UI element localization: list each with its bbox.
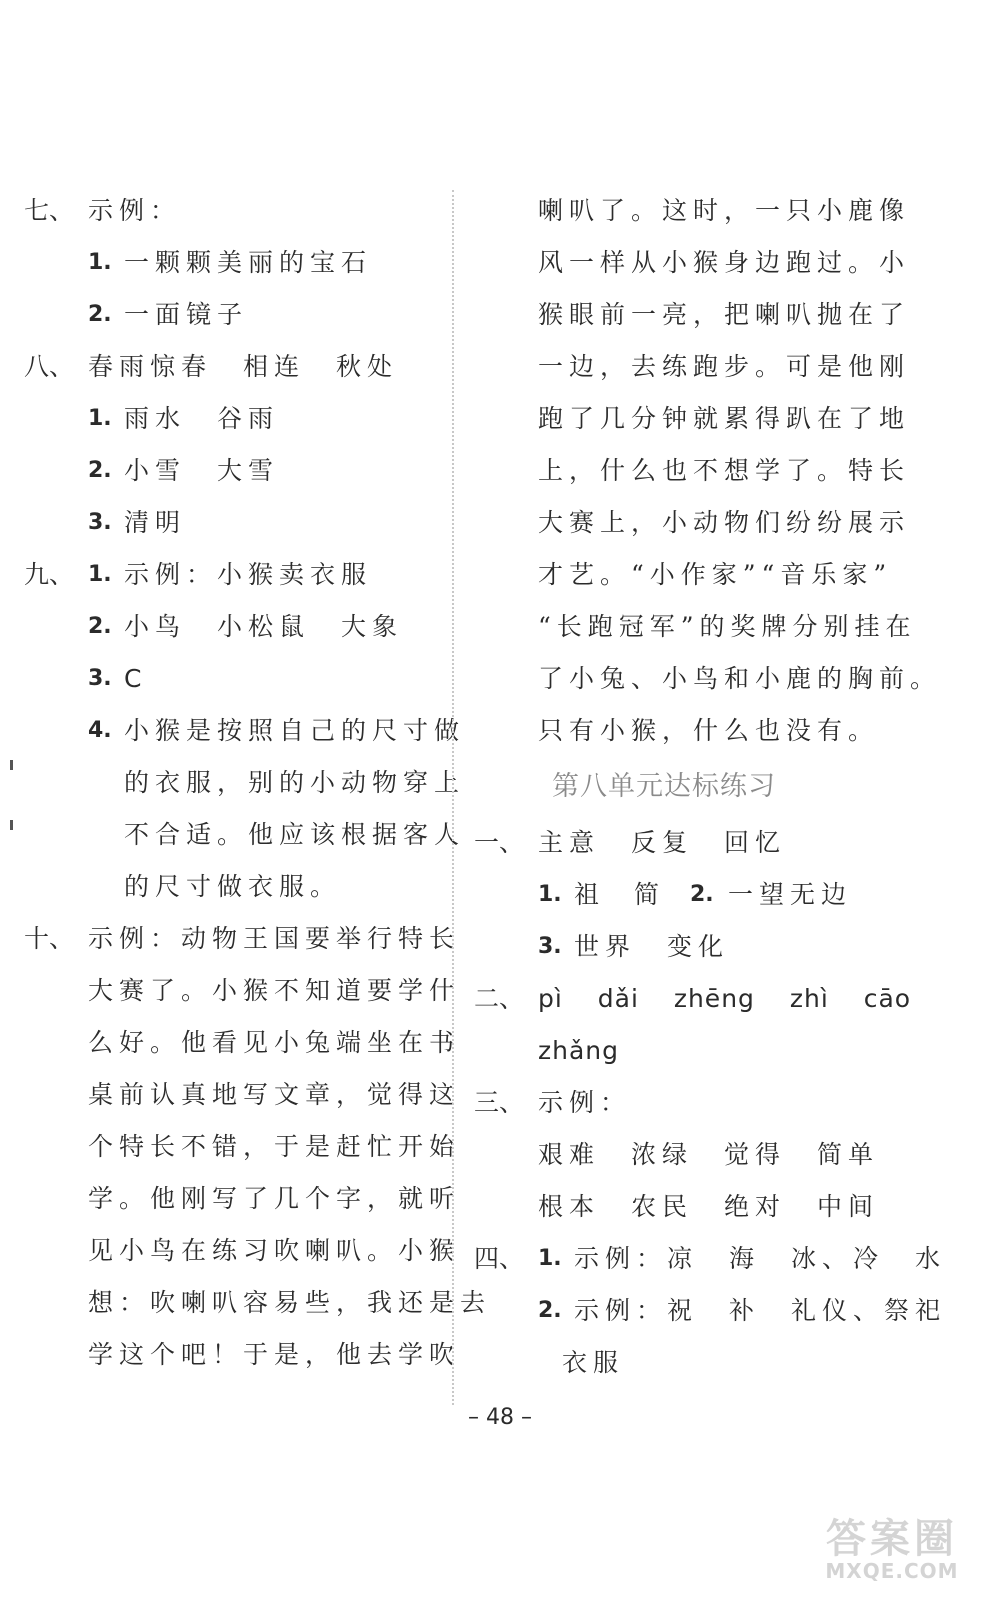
- essay-line-text: 跑了几分钟就累得趴在了地: [538, 404, 911, 433]
- unit-title-text: 第八单元达标练习: [552, 771, 776, 802]
- answer-line: [474, 1337, 894, 1389]
- item-text: 一颗颗美丽的宝石: [124, 248, 373, 277]
- left-column: [24, 185, 492, 1381]
- essay-line: [474, 497, 911, 549]
- answer-line: [24, 653, 444, 705]
- scan-speck: [10, 820, 13, 830]
- item-text: 衣服: [562, 1348, 625, 1377]
- answer-line: [24, 289, 444, 341]
- item-text: 的衣服，别的小动物穿上: [124, 768, 466, 797]
- pinyin-line: pì dǎi zhēng zhì cāo: [538, 984, 912, 1013]
- item-number: 2.: [88, 302, 112, 327]
- item-number: 2.: [690, 882, 714, 907]
- essay-line: [474, 549, 894, 601]
- essay-line: [474, 393, 911, 445]
- item-text: 示例：小猴卖衣服: [124, 560, 373, 589]
- answer-line: [24, 497, 444, 549]
- item-text: 示例：祝 补 礼仪、祭祀: [574, 1296, 947, 1325]
- section-label: 二、: [474, 984, 525, 1013]
- essay-line: 大赛了。小猴不知道要学什: [88, 976, 461, 1005]
- answer-line: [24, 705, 466, 757]
- item-number: 4.: [88, 718, 112, 743]
- item-text: 一望无边: [728, 880, 853, 909]
- section-8-header: [24, 341, 444, 393]
- watermark-top: 答案圈: [826, 1516, 958, 1562]
- essay-line: 桌前认真地写文章，觉得这: [88, 1080, 461, 1109]
- section-10-header: [24, 913, 461, 965]
- unit-section-3-header: [474, 1077, 894, 1129]
- scan-speck: [10, 760, 13, 770]
- section-9-header: [24, 549, 444, 601]
- item-text: 艰难 浓绿 觉得 简单: [538, 1140, 880, 1169]
- essay-line-text: 风一样从小猴身边跑过。小: [538, 248, 911, 277]
- watermark-bottom: MXQE.COM: [825, 1559, 959, 1583]
- item-number: 2.: [538, 1298, 562, 1323]
- answer-line: [24, 1329, 461, 1381]
- answer-line: [24, 1225, 461, 1277]
- answer-line: [24, 1121, 461, 1173]
- section-label: 九、: [24, 560, 75, 589]
- section-7-header: [24, 185, 444, 237]
- answer-line: [474, 1129, 894, 1181]
- answer-line: [474, 921, 894, 973]
- answer-line: [24, 445, 444, 497]
- item-number: 1.: [88, 562, 112, 587]
- watermark-logo: [802, 1518, 982, 1588]
- essay-line-text: “长跑冠军”的奖牌分别挂在: [538, 612, 917, 641]
- item-text: 简: [634, 880, 666, 909]
- item-text: 的尺寸做衣服。: [124, 872, 342, 901]
- answer-line: [24, 757, 466, 809]
- item-text: 不合适。他应该根据客人: [124, 820, 466, 849]
- essay-line: [474, 705, 894, 757]
- essay-line-text: 上，什么也不想学了。特长: [538, 456, 911, 485]
- item-number: 1.: [88, 406, 112, 431]
- answer-line: [24, 1173, 461, 1225]
- item-number: 3.: [88, 666, 112, 691]
- answer-line: [24, 809, 466, 861]
- answer-line: [474, 1285, 947, 1337]
- section-intro: 春雨惊春 相连 秋处: [88, 352, 399, 381]
- unit-section-2-header: [474, 973, 912, 1025]
- essay-line: [474, 341, 911, 393]
- answer-line: [24, 1277, 492, 1329]
- essay-line-text: 猴眼前一亮，把喇叭抛在了: [538, 300, 911, 329]
- essay-line: 学。他刚写了几个字，就听: [88, 1184, 461, 1213]
- column-divider: [452, 190, 454, 1405]
- essay-line-text: 一边，去练跑步。可是他刚: [538, 352, 911, 381]
- item-number: 2.: [88, 458, 112, 483]
- answer-line: [24, 1069, 461, 1121]
- item-number: 3.: [88, 510, 112, 535]
- essay-line: 示例：动物王国要举行特长: [88, 924, 461, 953]
- answer-line: [24, 861, 444, 913]
- item-text: 小鸟 小松鼠 大象: [124, 612, 404, 641]
- answer-line: [24, 1017, 461, 1069]
- section-label: 四、: [474, 1244, 525, 1273]
- answer-line: [474, 1025, 894, 1077]
- answer-line: [24, 237, 444, 289]
- item-number: 1.: [538, 882, 562, 907]
- essay-line: [474, 185, 911, 237]
- item-text: 小猴是按照自己的尺寸做: [124, 716, 466, 745]
- item-text: 清明: [124, 508, 187, 537]
- answer-line: [24, 601, 444, 653]
- item-text: 示例：凉 海 冰、冷 水: [574, 1244, 947, 1273]
- section-intro: 示例：: [538, 1088, 632, 1117]
- essay-line: [474, 445, 911, 497]
- section-label: 八、: [24, 352, 75, 381]
- essay-line: 学这个吧！于是，他去学吹: [88, 1340, 461, 1369]
- essay-line-text: 了小兔、小鸟和小鹿的胸前。: [538, 664, 942, 693]
- section-label: 七、: [24, 196, 75, 225]
- answer-line: [474, 869, 894, 921]
- item-text: 祖: [574, 880, 606, 909]
- essay-line: 见小鸟在练习吹喇叭。小猴: [88, 1236, 461, 1265]
- right-column: [474, 185, 947, 1389]
- essay-line: 么好。他看见小兔端坐在书: [88, 1028, 461, 1057]
- essay-line: [474, 653, 942, 705]
- essay-line: 想：吹喇叭容易些，我还是去: [88, 1288, 492, 1317]
- essay-line-text: 大赛上，小动物们纷纷展示: [538, 508, 911, 537]
- answer-line: [474, 1181, 894, 1233]
- item-text: 雨水 谷雨: [124, 404, 280, 433]
- answer-line: [24, 393, 444, 445]
- pinyin-line: zhǎng: [538, 1036, 620, 1065]
- section-intro: 主意 反复 回忆: [538, 828, 787, 857]
- section-label: 十、: [24, 924, 75, 953]
- item-number: 3.: [538, 934, 562, 959]
- item-text: 世界 变化: [574, 932, 730, 961]
- section-label: 一、: [474, 828, 525, 857]
- item-text: 小雪 大雪: [124, 456, 280, 485]
- page-number: – 48 –: [468, 1405, 532, 1430]
- item-text: 根本 农民 绝对 中间: [538, 1192, 880, 1221]
- section-label: 三、: [474, 1088, 525, 1117]
- item-text: 一面镜子: [124, 300, 249, 329]
- section-intro: 示例：: [88, 196, 182, 225]
- item-number: 1.: [538, 1246, 562, 1271]
- essay-line-text: 喇叭了。这时，一只小鹿像: [538, 196, 911, 225]
- answer-line: [24, 965, 461, 1017]
- essay-line: 个特长不错，于是赶忙开始: [88, 1132, 461, 1161]
- essay-line: [474, 601, 917, 653]
- essay-line-text: 只有小猴，什么也没有。: [538, 716, 880, 745]
- unit-section-4-header: [474, 1233, 947, 1285]
- unit-section-1-header: [474, 817, 894, 869]
- item-text: C: [124, 664, 148, 693]
- essay-line: [474, 289, 911, 341]
- essay-line: [474, 237, 911, 289]
- item-number: 1.: [88, 250, 112, 275]
- unit-title: [474, 757, 894, 817]
- item-number: 2.: [88, 614, 112, 639]
- essay-line-text: 才艺。“小作家”“音乐家”: [538, 560, 893, 589]
